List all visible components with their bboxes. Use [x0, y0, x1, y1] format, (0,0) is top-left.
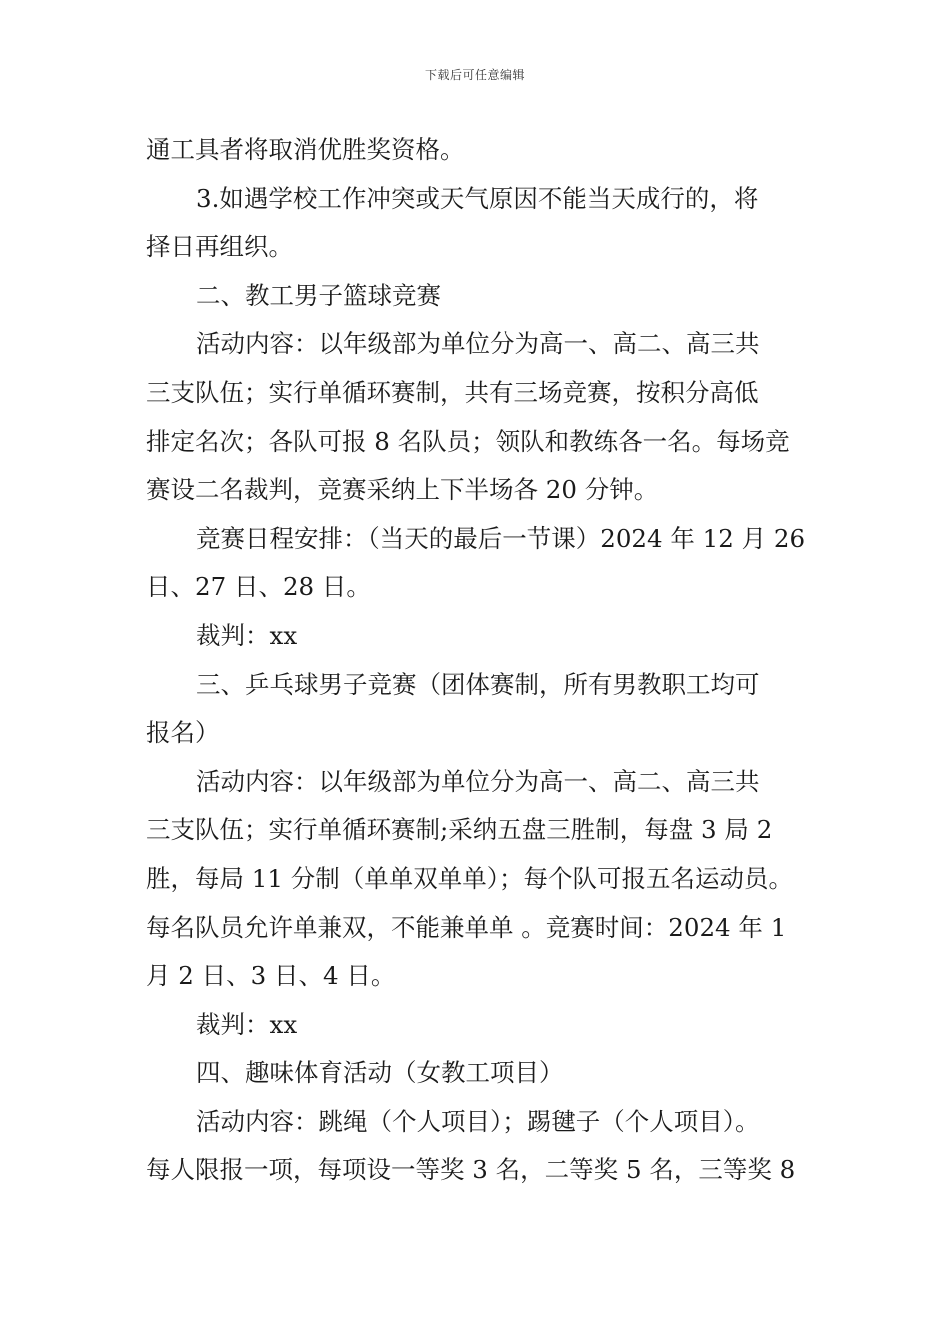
section-heading: 四、趣味体育活动（女教工项目）	[196, 1058, 564, 1088]
text-line: 活动内容：以年级部为单位分为高一、高二、高三共	[196, 766, 760, 796]
text-line: 3.如遇学校工作冲突或天气原因不能当天成行的，将	[196, 183, 759, 213]
text-line: 赛设二名裁判，竞赛采纳上下半场各 20 分钟。	[146, 475, 659, 505]
text-line: 月 2 日、3 日、4 日。	[146, 961, 396, 991]
text-line: 裁判：xx	[196, 620, 298, 650]
text-line: 三支队伍；实行单循环赛制;采纳五盘三胜制，每盘 3 局 2	[146, 815, 773, 845]
text-line: 活动内容：以年级部为单位分为高一、高二、高三共	[196, 329, 760, 359]
text-line: 每人限报一项，每项设一等奖 3 名，二等奖 5 名，三等奖 8	[146, 1155, 796, 1185]
text-line: 日、27 日、28 日。	[146, 572, 371, 602]
text-line: 择日再组织。	[146, 232, 293, 262]
text-line: 胜，每局 11 分制（单单双单单）；每个队可报五名运动员。	[146, 863, 793, 893]
section-heading: 二、教工男子篮球竞赛	[196, 280, 441, 310]
text-line: 竞赛日程安排：（当天的最后一节课）2024 年 12 月 26	[196, 523, 806, 553]
text-line: 通工具者将取消优胜奖资格。	[146, 135, 465, 164]
document-body	[146, 126, 826, 1195]
text-line: 活动内容：跳绳（个人项目）；踢毽子（个人项目）。	[196, 1106, 760, 1136]
text-line: 三支队伍；实行单循环赛制，共有三场竞赛，按积分高低	[146, 377, 759, 407]
section-heading: 三、乒乓球男子竞赛（团体赛制，所有男教职工均可	[196, 669, 760, 699]
text-line: 每名队员允许单兼双，不能兼单单 。竞赛时间：2024 年 1	[146, 912, 787, 942]
text-line: 排定名次；各队可报 8 名队员；领队和教练各一名。每场竞	[146, 426, 790, 456]
text-line: 报名）	[146, 718, 220, 748]
text-line: 裁判：xx	[196, 1009, 298, 1039]
page-header-note: 下载后可任意编辑	[424, 68, 525, 82]
